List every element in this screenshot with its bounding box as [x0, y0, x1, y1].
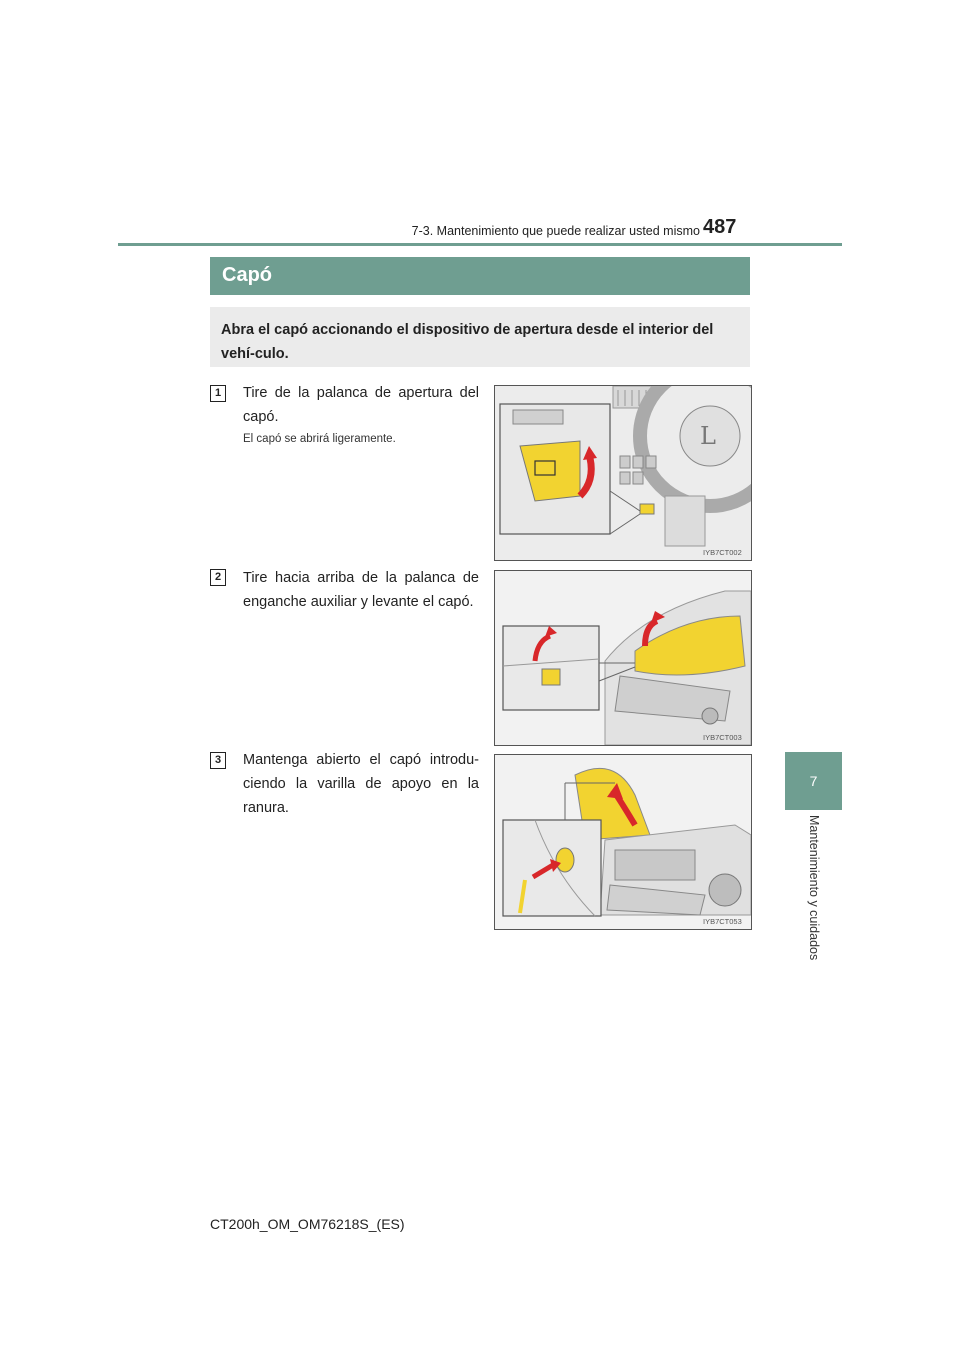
step-2-figure [494, 570, 752, 746]
step-2-number: 2 [210, 569, 226, 586]
page-number: 487 [703, 216, 737, 238]
step-1-figure [494, 385, 752, 561]
step-2-figure-code: IYB7CT003 [703, 733, 742, 742]
step-3-figure [494, 754, 752, 930]
intro-text: Abra el capó accionando el dispositivo de apertura desde el interior del vehí-culo. [221, 322, 714, 362]
step-3-figure-code: IYB7CT053 [703, 917, 742, 926]
step-3-text: Mantenga abierto el capó introdu-ciendo la varilla de apoyo en la ranura. [243, 752, 479, 816]
hood-support-rod-illustration-icon [495, 755, 751, 929]
svg-text:L: L [700, 422, 716, 450]
step-1-figure-code: IYB7CT002 [703, 548, 742, 557]
step-1-note: El capó se abrirá ligeramente. [243, 433, 396, 445]
intro-box [210, 307, 750, 367]
step-2-text: Tire hacia arriba de la palanca de enganche auxiliar y levante el capó. [243, 570, 479, 610]
header-rule [118, 243, 842, 246]
chapter-title: Mantenimiento y cuidados [807, 815, 821, 961]
step-3-number: 3 [210, 752, 226, 769]
hood-release-lever-illustration-icon [495, 386, 751, 560]
step-1-number: 1 [210, 385, 226, 402]
chapter-tab: 7 [785, 752, 842, 810]
section-title: 7-3. Mantenimiento que puede realizar usted mismo [411, 224, 700, 238]
document-code: CT200h_OM_OM76218S_(ES) [210, 1216, 405, 1232]
title-bar [210, 257, 750, 295]
step-1-text: Tire de la palanca de apertura del capó. [243, 385, 479, 425]
page-title: Capó [222, 264, 272, 286]
auxiliary-catch-lever-illustration-icon [495, 571, 751, 745]
chapter-title-vertical [803, 815, 825, 975]
